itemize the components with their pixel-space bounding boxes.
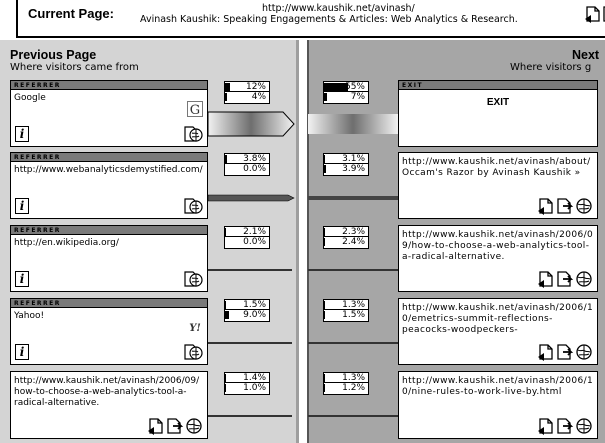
flow-arrow-2 [208, 193, 398, 203]
referrer-text: Yahoo! [14, 311, 45, 321]
google-icon [187, 101, 203, 117]
percent-value: 2.4% [342, 237, 365, 247]
percent-bar-bottom [324, 165, 326, 173]
percent-box [323, 81, 369, 104]
referrer-card[interactable] [10, 298, 208, 365]
next-page-text: http://www.kaushik.net/avinash/2006/09/how-to-choose-a-web-analytics-tool-a-radical-alternative. [402, 230, 594, 262]
page-actions [537, 343, 593, 361]
referrer-card[interactable] [10, 225, 208, 292]
percent-value: 0.0% [243, 237, 266, 247]
page-forward-icon[interactable] [556, 197, 574, 215]
next-page-text: http://www.kaushik.net/avinash/2006/10/emetrics-summit-reflections-peacocks-woodpeckers- [402, 303, 594, 335]
referrer-card[interactable] [10, 152, 208, 219]
exit-card[interactable] [398, 80, 598, 147]
percent-box [224, 226, 270, 249]
percent-bar-bottom [324, 311, 325, 319]
referrer-text: http://en.wikipedia.org/ [14, 238, 119, 248]
previous-page-subtitle: Where visitors came from [10, 62, 139, 73]
percent-value: 0.0% [243, 164, 266, 174]
globe-icon[interactable] [185, 417, 203, 435]
page-actions [537, 270, 593, 288]
exit-label: EXIT [486, 97, 510, 108]
yahoo-icon [187, 319, 203, 335]
referrer-card[interactable] [10, 371, 208, 439]
current-page-label: Current Page: [28, 6, 114, 21]
page-open-icon[interactable] [537, 197, 555, 215]
info-icon[interactable]: i [15, 271, 29, 287]
globe-icon[interactable] [575, 417, 593, 435]
flow-arrow-4 [208, 339, 398, 347]
page-open-icon[interactable] [537, 270, 555, 288]
globe-icon[interactable] [575, 270, 593, 288]
flow-arrow-1 [208, 108, 398, 140]
card-header: REFERRER [11, 153, 207, 162]
percent-bar-top [225, 301, 226, 309]
percent-value: 2.1% [243, 227, 266, 237]
next-page-card[interactable] [398, 298, 598, 365]
globe-icon[interactable] [183, 342, 203, 360]
percent-bar-top [225, 228, 226, 236]
page-open-icon[interactable] [537, 343, 555, 361]
percent-box [323, 299, 369, 322]
referrer-text: http://www.webanalyticsdemystified.com/ [14, 165, 203, 175]
page-forward-icon[interactable] [556, 417, 574, 435]
card-header: REFERRER [11, 226, 207, 235]
percent-box [323, 226, 369, 249]
svg-text:Y!: Y! [189, 323, 201, 334]
percent-value: 3.8% [243, 154, 266, 164]
globe-icon[interactable] [575, 197, 593, 215]
page-open-icon[interactable] [147, 417, 165, 435]
card-header: REFERRER [11, 299, 207, 308]
current-page-actions [584, 5, 605, 23]
percent-value: 9.0% [243, 310, 266, 320]
percent-bar-top [324, 155, 325, 163]
page-forward-icon[interactable] [556, 270, 574, 288]
globe-icon[interactable] [183, 196, 203, 214]
percent-box [323, 153, 369, 176]
current-page-title: Avinash Kaushik: Speaking Engagements & Articles: Web Analytics & Research. [140, 14, 518, 25]
info-icon[interactable]: i [15, 198, 29, 214]
card-header: REFERRER [11, 81, 207, 90]
percent-value: 55% [344, 82, 365, 92]
page-open-icon[interactable] [584, 5, 602, 23]
percent-bar-top [324, 374, 325, 382]
percent-value: 2.3% [342, 227, 365, 237]
page-open-icon[interactable] [537, 417, 555, 435]
info-icon[interactable]: i [15, 344, 29, 360]
percent-bar-top [225, 155, 227, 163]
flow-arrow-5 [208, 412, 398, 420]
percent-bar-bottom [324, 238, 325, 246]
percent-value: 3.9% [342, 164, 365, 174]
next-page-card[interactable] [398, 225, 598, 292]
next-page-text: http://www.kaushik.net/avinash/2006/10/nine-rules-to-work-live-by.html [402, 376, 594, 397]
current-page-header [16, 0, 605, 38]
percent-bar-bottom [324, 93, 327, 101]
percent-box [224, 81, 270, 104]
card-header: EXIT [399, 81, 597, 90]
globe-icon[interactable] [183, 269, 203, 287]
svg-text:G: G [189, 103, 201, 117]
percent-value: 1.3% [342, 300, 365, 310]
percent-bar-top [225, 83, 230, 91]
next-page-card[interactable] [398, 152, 598, 219]
page-actions [537, 417, 593, 435]
percent-value: 1.5% [342, 310, 365, 320]
globe-icon[interactable] [183, 124, 203, 142]
next-page-title: Next [572, 48, 600, 62]
percent-value: 1.0% [243, 383, 266, 393]
percent-value: 12% [245, 82, 266, 92]
referrer-text: Google [14, 93, 46, 103]
percent-value: 7% [350, 92, 365, 102]
percent-bar-bottom [225, 93, 227, 101]
percent-bar-bottom [324, 384, 325, 392]
flow-arrow-3 [208, 266, 398, 274]
globe-icon[interactable] [575, 343, 593, 361]
percent-box [224, 299, 270, 322]
percent-bar-top [225, 374, 226, 382]
column-divider [299, 40, 307, 443]
current-page-url[interactable]: http://www.kaushik.net/avinash/ [262, 3, 415, 14]
percent-value: 1.4% [243, 373, 266, 383]
percent-value: 1.5% [243, 300, 266, 310]
percent-bar-top [324, 301, 325, 309]
percent-value: 4% [251, 92, 266, 102]
percent-box [224, 153, 270, 176]
percent-value: 3.1% [342, 154, 365, 164]
referrer-text: http://www.kaushik.net/avinash/2006/09/how-to-choose-a-web-analytics-tool-a-radical-alternative. [14, 376, 200, 408]
percent-value: 1.2% [342, 383, 365, 393]
percent-box [323, 372, 369, 395]
percent-box [224, 372, 270, 395]
next-page-subtitle: Where visitors g [510, 62, 592, 73]
page-actions [537, 197, 593, 215]
page-forward-icon[interactable] [166, 417, 184, 435]
next-page-text: http://www.kaushik.net/avinash/about/ Occam's Razor by Avinash Kaushik » [402, 157, 591, 178]
percent-bar-bottom [225, 311, 229, 319]
page-forward-icon[interactable] [556, 343, 574, 361]
next-page-card[interactable] [398, 371, 598, 439]
referrer-card[interactable] [10, 80, 208, 147]
info-icon[interactable]: i [15, 126, 29, 142]
percent-value: 1.3% [342, 373, 365, 383]
percent-bar-top [324, 228, 325, 236]
previous-page-title: Previous Page [10, 48, 97, 62]
page-actions [147, 417, 203, 435]
